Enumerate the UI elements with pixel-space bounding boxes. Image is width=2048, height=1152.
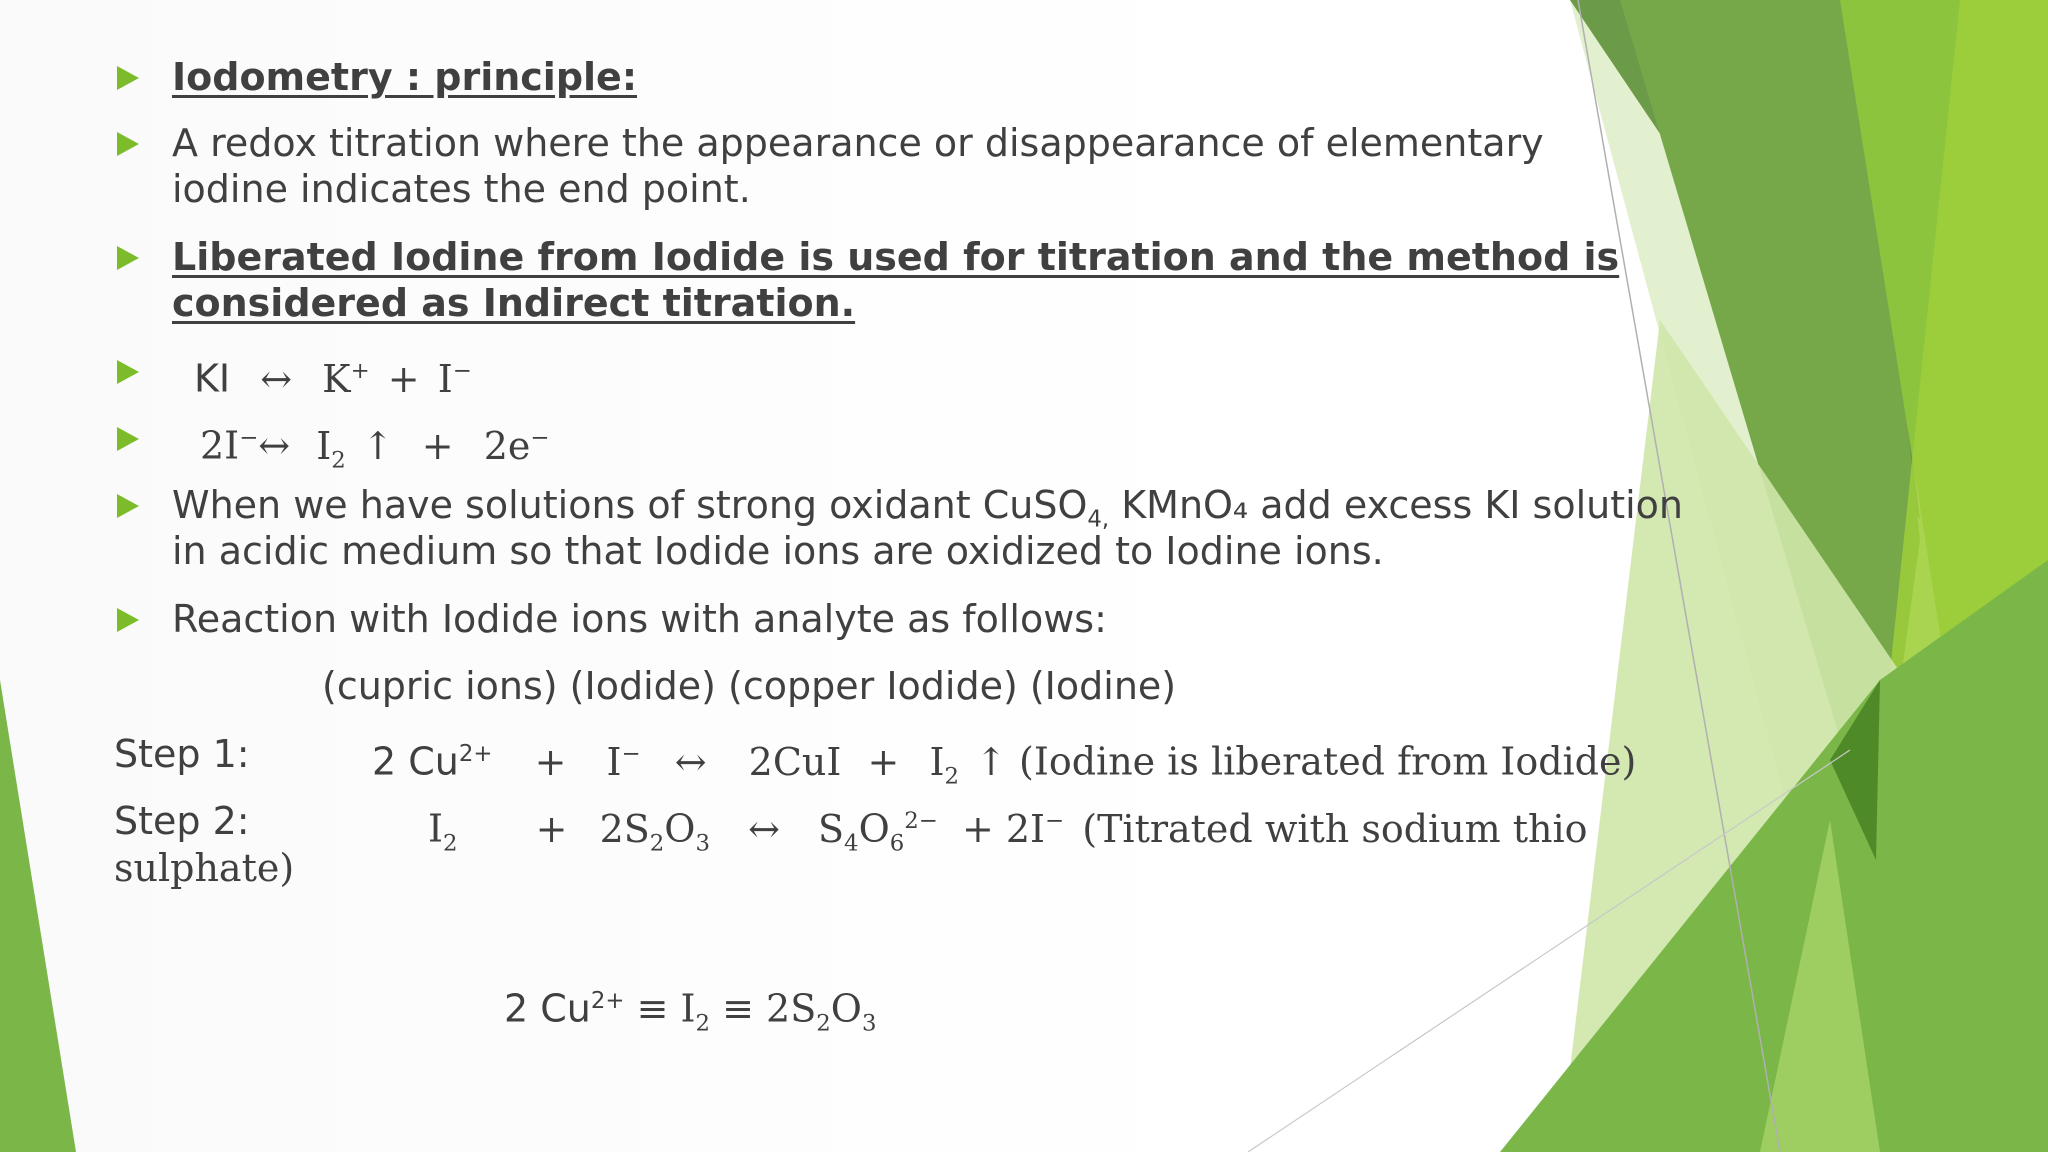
bullet-oxidant-line2: in acidic medium so that Iodide ions are oxidized to Iodine ions. — [172, 529, 1384, 573]
bullet-marker — [117, 427, 139, 451]
step2-equation: $I_2 + 2S_2O_3$ ↔ $S_4O_6^{2-} + 2I^-$ (Titrated with sodium thio — [428, 806, 1588, 857]
bullet-marker — [117, 494, 139, 518]
bullet-marker — [117, 132, 139, 156]
bullet-redox-line1: A redox titration where the appearance or disappearance of elementary — [172, 121, 1544, 165]
bullet-liberated-line2: considered as Indirect titration. — [172, 281, 856, 325]
step2-label: Step 2: — [114, 799, 250, 843]
bullet-liberated-line1: Liberated Iodine from Iodide is used for titration and the method is — [172, 235, 1620, 279]
bullet-marker — [117, 608, 139, 632]
bullet-redox-line2: iodine indicates the end point. — [172, 167, 751, 211]
heading-iodometry-principle: Iodometry : principle: — [172, 55, 638, 99]
equation-iodide-oxidation: 2I−↔ $I_2$ ↑ + 2e− — [200, 423, 550, 474]
bullet-marker — [117, 66, 139, 90]
step1-label: Step 1: — [114, 732, 250, 776]
bullet-reaction-intro: Reaction with Iodide ions with analyte as follows: — [172, 597, 1107, 641]
equation-ki-dissociation: KI ↔ K+ + I− — [194, 356, 472, 401]
equivalence-relation: 2 $Cu^{2+} \equiv I_2 \equiv 2S_2O_3$ — [504, 986, 877, 1037]
bullet-marker — [117, 246, 139, 270]
bullet-oxidant-line1: When we have solutions of strong oxidant CuSO$_{4,}$ KMnO₄ add excess KI solution — [172, 483, 1684, 533]
step2-note-continuation: sulphate) — [114, 846, 295, 890]
species-labels-row: (cupric ions) (Iodide) (copper Iodide) (Iodine) — [322, 664, 1177, 708]
step1-equation: 2 $Cu^{2+} + I^-$ ↔ $2CuI + I_2$ ↑ (Iodine is liberated from Iodide) — [372, 739, 1637, 790]
bullet-marker — [117, 360, 139, 384]
